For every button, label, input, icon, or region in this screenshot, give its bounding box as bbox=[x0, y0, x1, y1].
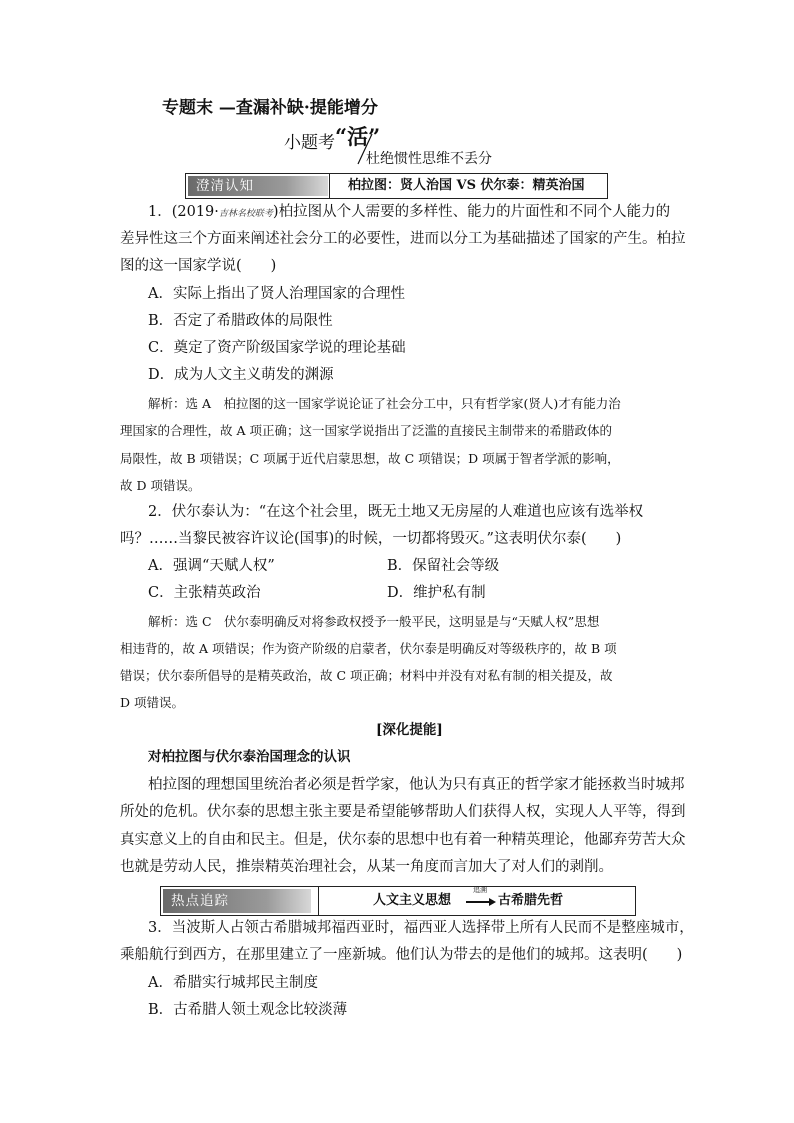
q1-explanation-line-4: 故 D 项错误。 bbox=[120, 478, 201, 493]
q1-prefix: 1．(2019· bbox=[148, 204, 219, 220]
q2-stem-line-2: 吗？……当黎民被容许议论(国事)的时候，一切都将毁灭。”这表明伏尔泰( ) bbox=[120, 531, 622, 547]
q2-stem-line-1: 2．伏尔泰认为：“在这个社会里，既无土地又无房屋的人难道也应该有选举权 bbox=[148, 504, 644, 520]
q2-option-c: C．主张精英政治 bbox=[148, 585, 261, 601]
q3-option-a: A．希腊实行城邦民主制度 bbox=[148, 975, 318, 991]
q2-option-b: B．保留社会等级 bbox=[387, 558, 500, 574]
deepen-heading: [深化提能] bbox=[376, 722, 443, 738]
right-arrow-icon bbox=[466, 897, 496, 907]
q1-stem-line-1 bbox=[148, 199, 670, 228]
section-prefix: 小题考 bbox=[284, 133, 335, 153]
chapter-title: 专题末 —查漏补缺·提能增分 bbox=[162, 98, 378, 118]
q2-explanation-line-1: 解析：选 C 伏尔泰明确反对将参政权授予一般平民，这明显是与“天赋人权”思想 bbox=[148, 614, 600, 629]
q1-suffix: )柏拉图从个人需要的多样性、能力的片面性和不同个人能力的 bbox=[272, 204, 671, 220]
section-subtitle: 杜绝惯性思维不丢分 bbox=[366, 151, 492, 167]
banner-divider bbox=[329, 174, 330, 198]
deepen-line-4: 也就是劳动人民，推崇精英治理社会，从某一角度而言加大了对人们的剥削。 bbox=[120, 859, 613, 875]
banner-right-text: 古希腊先哲 bbox=[498, 893, 564, 908]
section-quote: “活” bbox=[335, 124, 381, 149]
q3-stem-line-1: 3．当波斯人占领古希腊城邦福西亚时，福西亚人选择带上所有人民而不是整座城市， bbox=[148, 920, 694, 936]
q2-option-a: A．强调“天赋人权” bbox=[148, 558, 275, 574]
banner-left-text: 人文主义思想 bbox=[373, 893, 452, 908]
q1-stem-line-2: 差异性这三个方面来阐述社会分工的必要性，进而以分工为基础描述了国家的产生。柏拉 bbox=[120, 231, 686, 247]
arrow-label: 追溯 bbox=[473, 886, 487, 894]
hotspot-banner bbox=[160, 886, 636, 916]
deepen-line-3: 真实意义上的自由和民主。但是，伏尔泰的思想中也有着一种精英理论，他鄙弃劳苦大众 bbox=[120, 832, 686, 848]
banner-divider bbox=[318, 887, 319, 915]
q1-explanation-line-3: 局限性，故 B 项错误；C 项属于近代启蒙思想，故 C 项错误；D 项属于智者学派的影响， bbox=[120, 451, 620, 466]
q1-stem-line-3: 图的这一国家学说( ) bbox=[120, 258, 277, 274]
banner-tag: 澄清认知 bbox=[188, 176, 328, 196]
q2-explanation-line-4: D 项错误。 bbox=[120, 695, 184, 710]
q2-explanation-line-2: 相违背的，故 A 项错误；作为资产阶级的启蒙者，伏尔泰是明确反对等级秩序的，故 B 项 bbox=[120, 641, 617, 656]
q1-option-a: A．实际上指出了贤人治理国家的合理性 bbox=[148, 286, 405, 302]
banner-text: 柏拉图：贤人治国 VS 伏尔泰：精英治国 bbox=[348, 178, 585, 193]
q2-option-d: D．维护私有制 bbox=[387, 585, 486, 601]
deepen-subheading: 对柏拉图与伏尔泰治国理念的认识 bbox=[148, 749, 351, 765]
q2-explanation-line-3: 错误；伏尔泰所倡导的是精英政治，故 C 项正确；材料中并没有对私有制的相关提及，故 bbox=[120, 668, 613, 683]
q1-source: 吉林名校联考 bbox=[218, 209, 273, 219]
q1-explanation-line-2: 理国家的合理性，故 A 项正确；这一国家学说指出了泛滥的直接民主制带来的希腊政体的 bbox=[120, 423, 612, 438]
deepen-line-2: 所处的危机。伏尔泰的思想主张主要是希望能够帮助人们获得人权，实现人人平等，得到 bbox=[120, 804, 686, 820]
q1-option-b: B．否定了希腊政体的局限性 bbox=[148, 313, 333, 329]
q3-stem-line-2: 乘船航行到西方，在那里建立了一座新城。他们认为带去的是他们的城邦。这表明( ) bbox=[120, 947, 683, 963]
deepen-line-1: 柏拉图的理想国里统治者必须是哲学家，他认为只有真正的哲学家才能拯救当时城邦 bbox=[148, 777, 685, 793]
banner-tag: 热点追踪 bbox=[163, 889, 311, 913]
clarify-banner bbox=[185, 173, 608, 199]
q1-explanation-line-1: 解析：选 A 柏拉图的这一国家学说论证了社会分工中，只有哲学家(贤人)才有能力治 bbox=[148, 396, 621, 411]
q1-option-d: D．成为人文主义萌发的渊源 bbox=[148, 367, 334, 383]
q3-option-b: B．古希腊人领土观念比较淡薄 bbox=[148, 1002, 348, 1018]
q1-option-c: C．奠定了资产阶级国家学说的理论基础 bbox=[148, 340, 406, 356]
